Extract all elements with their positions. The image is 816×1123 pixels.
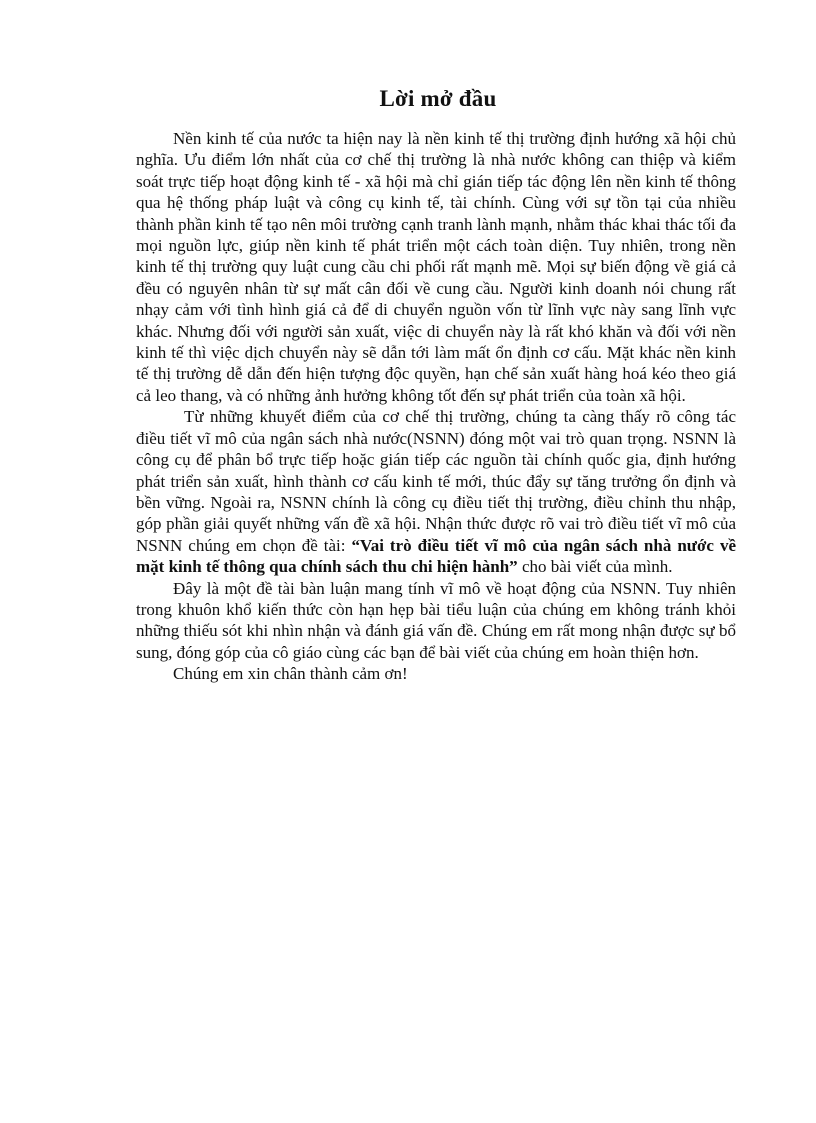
paragraph-role-tail: cho bài viết của mình.	[517, 557, 673, 577]
paragraph-role-lead: Từ những khuyết điểm của cơ chế thị trường, chúng ta càng thấy rõ công tác điều tiết vĩ mô của ngân sách nhà nước(NSNN) đóng một vai trò quan trọng. NSNN là công cụ để phân bổ trực tiếp hoặc gián tiếp các nguồn tài chính quốc gia, định hướng phát triển sản xuất, hình thành cơ cấu kinh tế mới, thúc đẩy sự tăng trưởng ổn định và bền vững. Ngoài ra, NSNN chính là công cụ điều tiết thị trường, điều chỉnh thu nhập, góp phần giải quyết những vấn đề xã hội. Nhận thức được rõ vai trò điều tiết vĩ mô của NSNN chúng em chọn đề tài:	[136, 407, 736, 555]
paragraph-role	[136, 406, 736, 577]
page-title: Lời mở đầu	[379, 86, 497, 111]
paragraph-thanks: Chúng em xin chân thành cảm ơn!	[173, 664, 408, 684]
document-page	[136, 86, 736, 685]
topic-title: “Vai trò điều tiết vĩ mô của ngân sách nhà nước về mặt kinh tế thông qua chính sách thu chi hiện hành”	[136, 535, 736, 577]
paragraph-intro: Nền kinh tế của nước ta hiện nay là nền kinh tế thị trường định hướng xã hội chủ nghĩa. Ưu điểm lớn nhất của cơ chế thị trường là nhà nước không can thiệp và kiểm soát trực tiếp hoạt động kinh tế - xã hội mà chỉ gián tiếp tác động lên nền kinh tế thông qua hệ thống pháp luật và công cụ kinh tế, tài chính. Cùng với sự tồn tại của nhiều thành phần kinh tế tạo nên môi trường cạnh tranh lành mạnh, nhằm thác khai thác tối đa mọi nguồn lực, giúp nền kinh tế phát triển một cách toàn diện. Tuy nhiên, trong nền kinh tế thị trường quy luật cung cầu chi phối rất mạnh mẽ. Mọi sự biến động về giá cả đều có nguyên nhân từ sự mất cân đối về cung cầu. Người kinh doanh nói chung rất nhạy cảm với tình hình giá cả để di chuyển nguồn vốn từ lĩnh vực này sang lĩnh vực khác. Nhưng đối với người sản xuất, việc di chuyển này là rất khó khăn và đối với nền kinh tế thì việc dịch chuyển này sẽ dẫn tới làm mất ổn định cơ cấu. Mặt khác nền kinh tế thị trường dễ dẫn đến hiện tượng độc quyền, hạn chế sản xuất hàng hoá kéo theo giá cả leo thang, và có những ảnh hưởng không tốt đến sự phát triển của toàn xã hội.	[136, 129, 736, 405]
paragraph-scope: Đây là một đề tài bàn luận mang tính vĩ mô về hoạt động của NSNN. Tuy nhiên trong khuôn khổ kiến thức còn hạn hẹp bài tiểu luận của chúng em không tránh khỏi những thiếu sót khi nhìn nhận và đánh giá vấn đề. Chúng em rất mong nhận được sự bổ sung, đóng góp của cô giáo cùng các bạn để bài viết của chúng em hoàn thiện hơn.	[136, 578, 736, 662]
